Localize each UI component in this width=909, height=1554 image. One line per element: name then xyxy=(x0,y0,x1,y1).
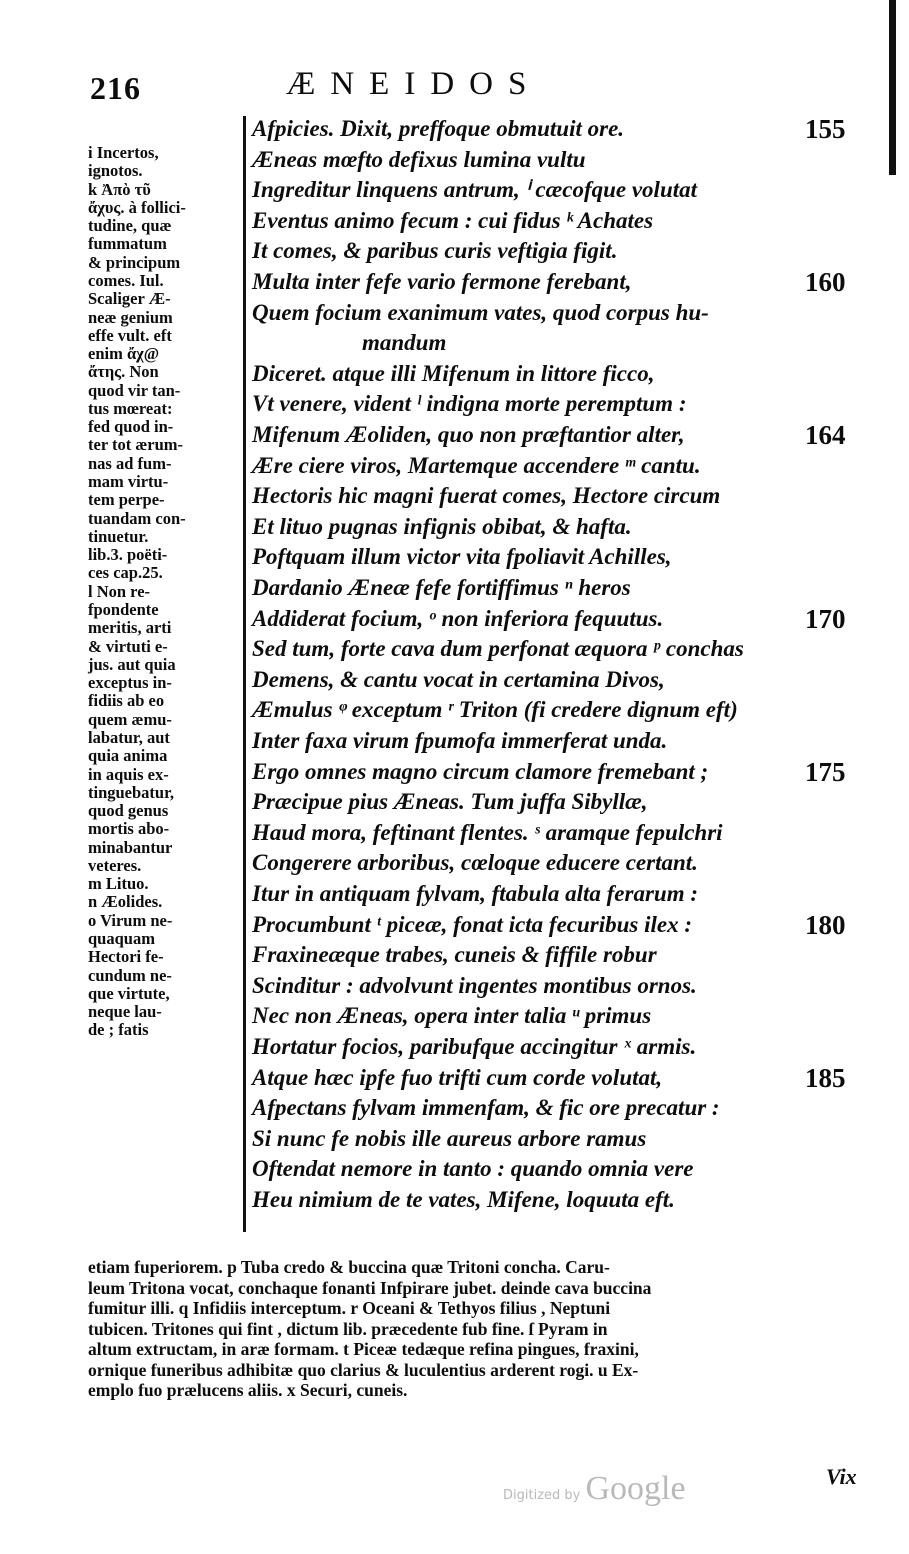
margin-note-line: & principum xyxy=(88,252,181,272)
margin-note-line: meritis, arti xyxy=(88,618,172,638)
margin-note-line: mortis abo- xyxy=(88,819,170,839)
line-number: 180 xyxy=(805,909,846,940)
verse-line: Quem focium exanimum vates, quod corpus hu- xyxy=(252,299,709,325)
verse-line: Sed tum, forte cava dum perfonat æquora ᵖ conchas xyxy=(252,636,744,662)
google-logo: Google xyxy=(585,1470,686,1507)
verse-line: Oftendat nemore in tanto : quando omnia vere xyxy=(252,1156,694,1182)
verse-line: Procumbunt ᵗ piceæ, fonat icta fecuribus ilex : xyxy=(252,911,693,937)
verse-line: Æneas mœfto defixus lumina vultu xyxy=(252,146,586,172)
margin-note-line: ter tot ærum- xyxy=(88,435,183,455)
footnote-line: fumitur illi. q Infidiis interceptum. r Oceani & Tethyos filius , Neptuni xyxy=(88,1298,611,1318)
page-number: 216 xyxy=(90,70,141,106)
margin-note-line: tem perpe- xyxy=(88,490,165,510)
margin-note-line: o Virum ne- xyxy=(88,910,173,930)
verse-line: Inter faxa virum fpumofa immerferat unda. xyxy=(252,728,668,753)
margin-note-line: quod genus xyxy=(88,801,169,821)
digitization-watermark xyxy=(503,1470,686,1508)
verse-line: Heu nimium de te vates, Mifene, loquuta eft. xyxy=(252,1187,675,1212)
verse-line: Itur in antiquam fylvam, ftabula alta ferarum : xyxy=(252,881,698,906)
line-number: 160 xyxy=(805,267,846,297)
margin-note-line: neæ genium xyxy=(88,307,173,327)
footnote-line: leum Tritona vocat, conchaque fonanti Infpirare jubet. deinde cava buccina xyxy=(88,1277,652,1298)
margin-note-line: quod vir tan- xyxy=(88,380,181,400)
margin-note-line: n Æolides. xyxy=(88,892,163,912)
watermark-prefix: Digitized by xyxy=(503,1488,581,1503)
margin-note-line: quia anima xyxy=(88,746,168,766)
verse-line: Præcipue pius Æneas. Tum juffa Sibyllæ, xyxy=(252,789,648,815)
margin-note-line: ces cap.25. xyxy=(88,563,163,583)
footnote-line: emplo fuo prælucens aliis. x Securi, cuneis. xyxy=(88,1380,408,1400)
margin-note-line: lib.3. poëti- xyxy=(88,545,168,565)
margin-note-line: fummatum xyxy=(88,234,167,254)
margin-note-line: in aquis ex- xyxy=(88,764,169,784)
page-edge-shadow xyxy=(889,0,896,175)
margin-note-line: cundum ne- xyxy=(88,965,172,985)
line-number: 164 xyxy=(805,420,846,450)
verse-line: mandum xyxy=(362,330,447,356)
margin-note-line: Scaliger Æ- xyxy=(88,289,171,309)
margin-note-line: m Lituo. xyxy=(88,874,149,894)
verse-line: Mifenum Æoliden, quo non præftantior alter, xyxy=(252,422,685,447)
verse-line: Ære ciere viros, Martemque accendere ᵐ cantu. xyxy=(252,452,701,478)
margin-note-line: ἄχυς. à follici- xyxy=(88,197,186,217)
line-number: 185 xyxy=(805,1062,846,1093)
verse-line: Afpectans fylvam immenfam, & fic ore precatur : xyxy=(252,1095,720,1121)
margin-note-line: ἄτης. Non xyxy=(88,362,159,382)
verse-line: Diceret. atque illi Mifenum in littore ficco, xyxy=(252,360,655,386)
margin-note-line: mam virtu- xyxy=(88,472,169,492)
line-number: 155 xyxy=(805,114,846,144)
verse-line: Ergo omnes magno circum clamore fremebant ; xyxy=(252,758,709,784)
margin-note-line: effe vult. eft xyxy=(88,325,172,345)
verse-line: Haud mora, feftinant flentes. ˢ aramque fepulchri xyxy=(252,819,723,845)
margin-note-line: exceptus in- xyxy=(88,673,172,693)
margin-note-line: l Non re- xyxy=(88,581,151,601)
footnote-line: etiam fuperiorem. p Tuba credo & buccina quæ Tritoni concha. Caru- xyxy=(88,1257,610,1277)
margin-note-line: k Ἀπὸ τῦ xyxy=(88,179,151,199)
margin-note-line: labatur, aut xyxy=(88,727,170,747)
line-number: 170 xyxy=(805,603,846,634)
margin-note-line: tus mœreat: xyxy=(88,398,173,418)
verse-line: It comes, & paribus curis veftigia figit. xyxy=(252,238,618,264)
footnote-line: altum extructam, in aræ formam. t Piceæ tedæque refina pingues, fraxini, xyxy=(88,1339,639,1359)
margin-note-line: fed quod in- xyxy=(88,417,174,437)
margin-note-line: comes. Iul. xyxy=(88,270,164,290)
margin-note-line: minabantur xyxy=(88,837,173,857)
verse-line: Ingreditur linquens antrum, ⁱ cæcofque volutat xyxy=(252,177,698,203)
margin-note-line: veteres. xyxy=(88,855,142,875)
verse-line: Atque hæc ipfe fuo trifti cum corde volutat, xyxy=(252,1064,663,1090)
margin-note-line: de ; fatis xyxy=(88,1020,149,1040)
margin-note-line: tudine, quæ xyxy=(88,216,172,236)
verse-line: Multa inter fefe vario fermone ferebant, xyxy=(252,269,632,294)
verse-line: Si nunc fe nobis ille aureus arbore ramus xyxy=(252,1125,647,1151)
margin-note-line: quem æmu- xyxy=(88,709,172,729)
margin-note-line: neque lau- xyxy=(88,1002,162,1022)
verse-line: Æmulus ᵠ exceptum ʳ Triton (fi credere dignum eft) xyxy=(252,697,738,723)
margin-note-line: tuandam con- xyxy=(88,508,186,528)
running-head: ÆNEIDOS xyxy=(286,66,542,102)
margin-note-line: fidiis ab eo xyxy=(88,691,165,711)
verse-line: Nec non Æneas, opera inter talia ᵘ primus xyxy=(252,1003,652,1029)
margin-note-line: que virtute, xyxy=(88,983,170,1003)
footnote-line: tubicen. Tritones qui fint , dictum lib. præcedente fub fine. ſ Pyram in xyxy=(88,1318,608,1339)
line-number: 175 xyxy=(805,756,846,787)
verse-line: Hortatur focios, paribufque accingitur ˣ armis. xyxy=(252,1034,697,1059)
footnote-line: ornique funeribus adhibitæ quo clarius & luculentius arderent rogi. u Ex- xyxy=(88,1359,639,1380)
column-divider xyxy=(243,116,246,1232)
margin-note-line: nas ad fum- xyxy=(88,453,172,473)
margin-note-line: enim ἄχ@ xyxy=(88,344,160,364)
margin-note-line: Hectori fe- xyxy=(88,947,164,967)
verse-line: Fraxineæque trabes, cuneis & fiffile robur xyxy=(252,942,657,968)
verse-line: Vt venere, vident ˡ indigna morte peremptum : xyxy=(252,391,687,417)
margin-note-line: quaquam xyxy=(88,929,155,949)
verse-line: Congerere arboribus, cœloque educere certant. xyxy=(252,850,698,876)
margin-note-line: & virtuti e- xyxy=(88,636,168,656)
verse-line: Poftquam illum victor vita fpoliavit Achilles, xyxy=(252,544,672,570)
verse-line: Demens, & cantu vocat in certamina Divos, xyxy=(252,666,665,692)
margin-note-line: i Incertos, xyxy=(88,143,159,162)
catchword: Vix xyxy=(826,1464,857,1489)
verse-line: Scinditur : advolvunt ingentes montibus ornos. xyxy=(252,972,697,998)
verse-line: Dardanio Æneæ fefe fortiffimus ⁿ heros xyxy=(252,575,631,600)
margin-note-line: jus. aut quia xyxy=(88,654,176,674)
margin-note-line: tinuetur. xyxy=(88,526,149,546)
verse-line: Eventus animo fecum : cui fidus ᵏ Achates xyxy=(252,207,654,233)
verse-line: Addiderat focium, ᵒ non inferiora fequutus. xyxy=(252,605,664,631)
margin-note-line: fpondente xyxy=(88,600,159,619)
margin-note-line: tinguebatur, xyxy=(88,782,175,802)
verse-line: Afpicies. Dixit, preffoque obmutuit ore. xyxy=(252,116,625,141)
verse-line: Et lituo pugnas infignis obibat, & hafta. xyxy=(252,513,632,539)
margin-note-line: ignotos. xyxy=(88,161,143,181)
verse-line: Hectoris hic magni fuerat comes, Hectore circum xyxy=(252,483,721,509)
